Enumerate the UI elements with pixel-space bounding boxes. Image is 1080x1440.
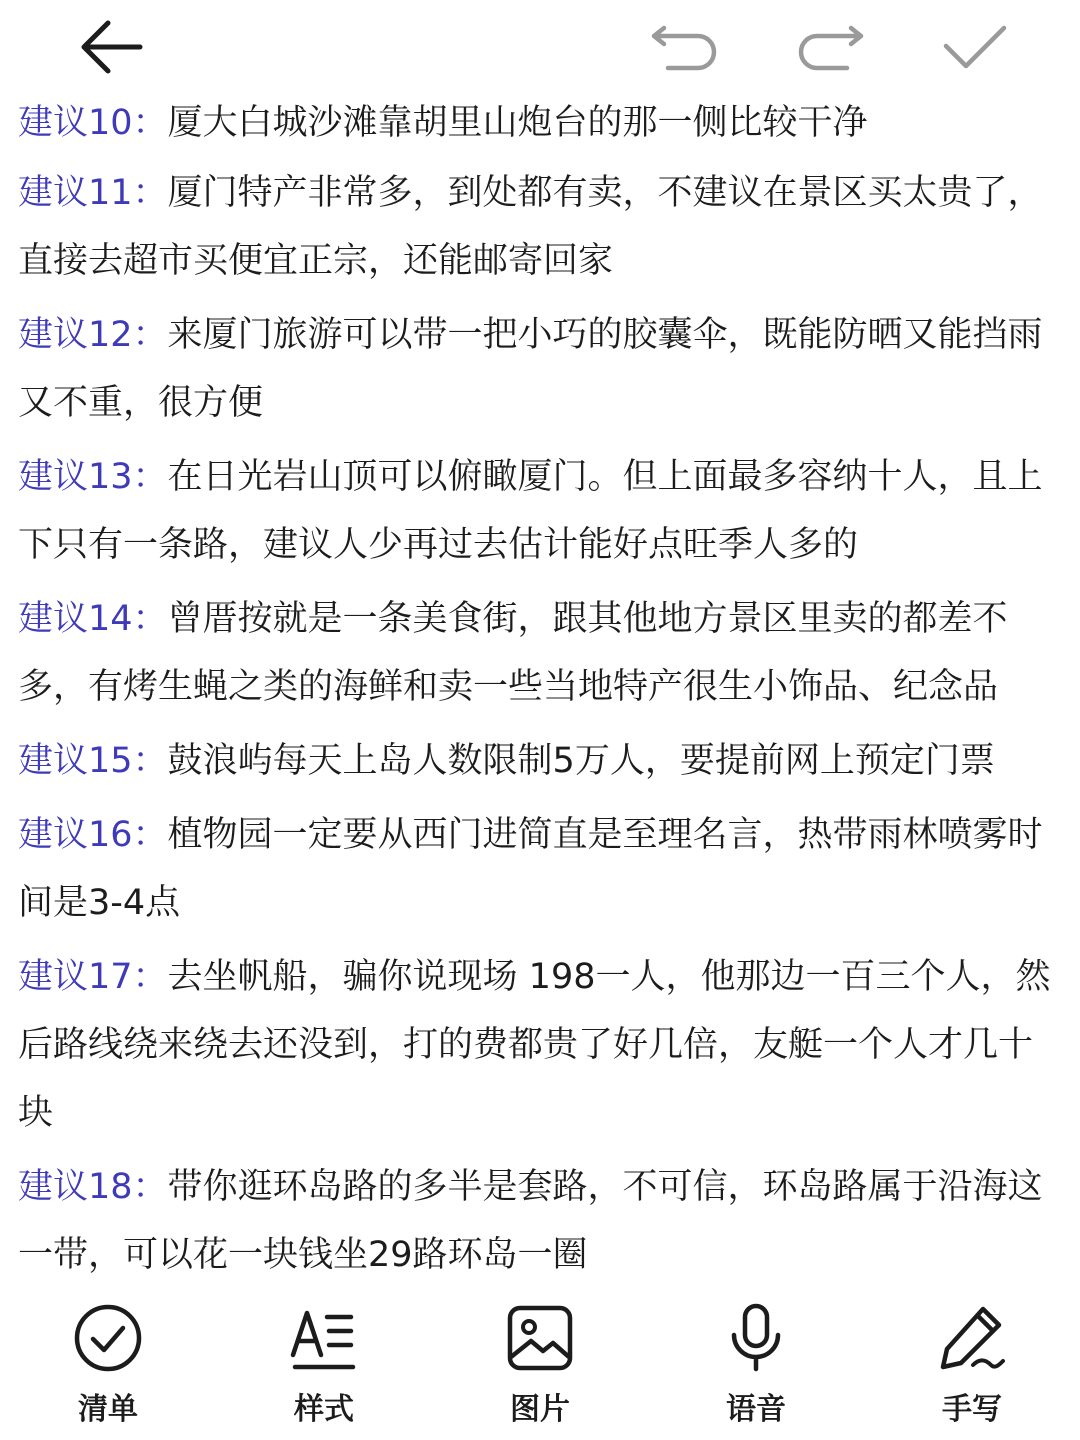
note-text: 厦门特产非常多，到处都有卖，不建议在景区买太贵了，直接去超市买便宜正宗，还能邮寄回家 xyxy=(18,173,1043,281)
text-style-icon xyxy=(289,1303,359,1373)
note-label: 建议14： xyxy=(18,599,168,639)
text-style-button[interactable] xyxy=(249,1290,399,1430)
note-paragraph xyxy=(18,301,1062,437)
note-paragraph xyxy=(18,727,1062,795)
note-text: 带你逛环岛路的多半是套路，不可信，环岛路属于沿海这一带，可以花一块钱坐29路环岛一圈 xyxy=(18,1167,1043,1275)
note-paragraph xyxy=(18,943,1062,1147)
note-paragraph xyxy=(18,585,1062,721)
note-text: 曾厝按就是一条美食街，跟其他地方景区里卖的都差不多，有烤生蝇之类的海鲜和卖一些当地特产很生小饰品、纪念品 xyxy=(18,599,1008,707)
note-text: 去坐帆船，骗你说现场 198一人，他那边一百三个人，然后路线绕来绕去还没到，打的费都贵了好几倍，友艇一个人才几十块 xyxy=(18,957,1051,1133)
note-label: 建议10： xyxy=(18,103,168,143)
microphone-icon xyxy=(721,1303,791,1373)
note-label: 建议18： xyxy=(18,1167,168,1207)
note-paragraph xyxy=(18,159,1062,295)
voice-button[interactable] xyxy=(681,1290,831,1430)
note-body[interactable] xyxy=(18,95,1062,1289)
checklist-icon xyxy=(73,1303,143,1373)
arrow-left-icon xyxy=(74,15,146,79)
checklist-button[interactable] xyxy=(33,1290,183,1430)
image-button[interactable] xyxy=(465,1290,615,1430)
note-label: 建议12： xyxy=(18,315,168,355)
done-button[interactable] xyxy=(935,15,1015,79)
note-text: 来厦门旅游可以带一把小巧的胶囊伞，既能防晒又能挡雨又不重，很方便 xyxy=(18,315,1043,423)
note-text: 在日光岩山顶可以俯瞰厦门。但上面最多容纳十人，且上下只有一条路，建议人少再过去估计能好点旺季人多的 xyxy=(18,457,1043,565)
redo-button[interactable] xyxy=(790,15,870,79)
note-paragraph xyxy=(18,1153,1062,1289)
handwriting-button[interactable] xyxy=(897,1290,1047,1430)
undo-icon xyxy=(650,22,720,72)
top-bar xyxy=(0,0,1080,95)
note-paragraph xyxy=(18,95,1062,151)
toolbar-label: 语音 xyxy=(726,1392,786,1427)
handwriting-pen-icon xyxy=(937,1303,1007,1373)
undo-button[interactable] xyxy=(645,15,725,79)
note-text: 植物园一定要从西门进简直是至理名言，热带雨林喷雾时间是3-4点 xyxy=(18,815,1043,923)
toolbar-label: 图片 xyxy=(510,1392,570,1427)
toolbar-label: 清单 xyxy=(78,1392,138,1427)
note-label: 建议15： xyxy=(18,741,168,781)
note-text: 厦大白城沙滩靠胡里山炮台的那一侧比较干净 xyxy=(167,103,868,143)
back-button[interactable] xyxy=(70,12,150,82)
bottom-toolbar xyxy=(0,1290,1080,1440)
check-icon xyxy=(942,22,1008,72)
note-paragraph xyxy=(18,801,1062,937)
image-icon xyxy=(505,1303,575,1373)
toolbar-label: 手写 xyxy=(942,1392,1002,1427)
note-text: 鼓浪屿每天上岛人数限制5万人，要提前网上预定门票 xyxy=(167,741,995,781)
note-label: 建议16： xyxy=(18,815,168,855)
toolbar-label: 样式 xyxy=(294,1392,354,1427)
note-label: 建议11： xyxy=(18,173,168,213)
note-paragraph xyxy=(18,443,1062,579)
redo-icon xyxy=(795,22,865,72)
note-label: 建议17： xyxy=(18,957,168,997)
note-label: 建议13： xyxy=(18,457,168,497)
